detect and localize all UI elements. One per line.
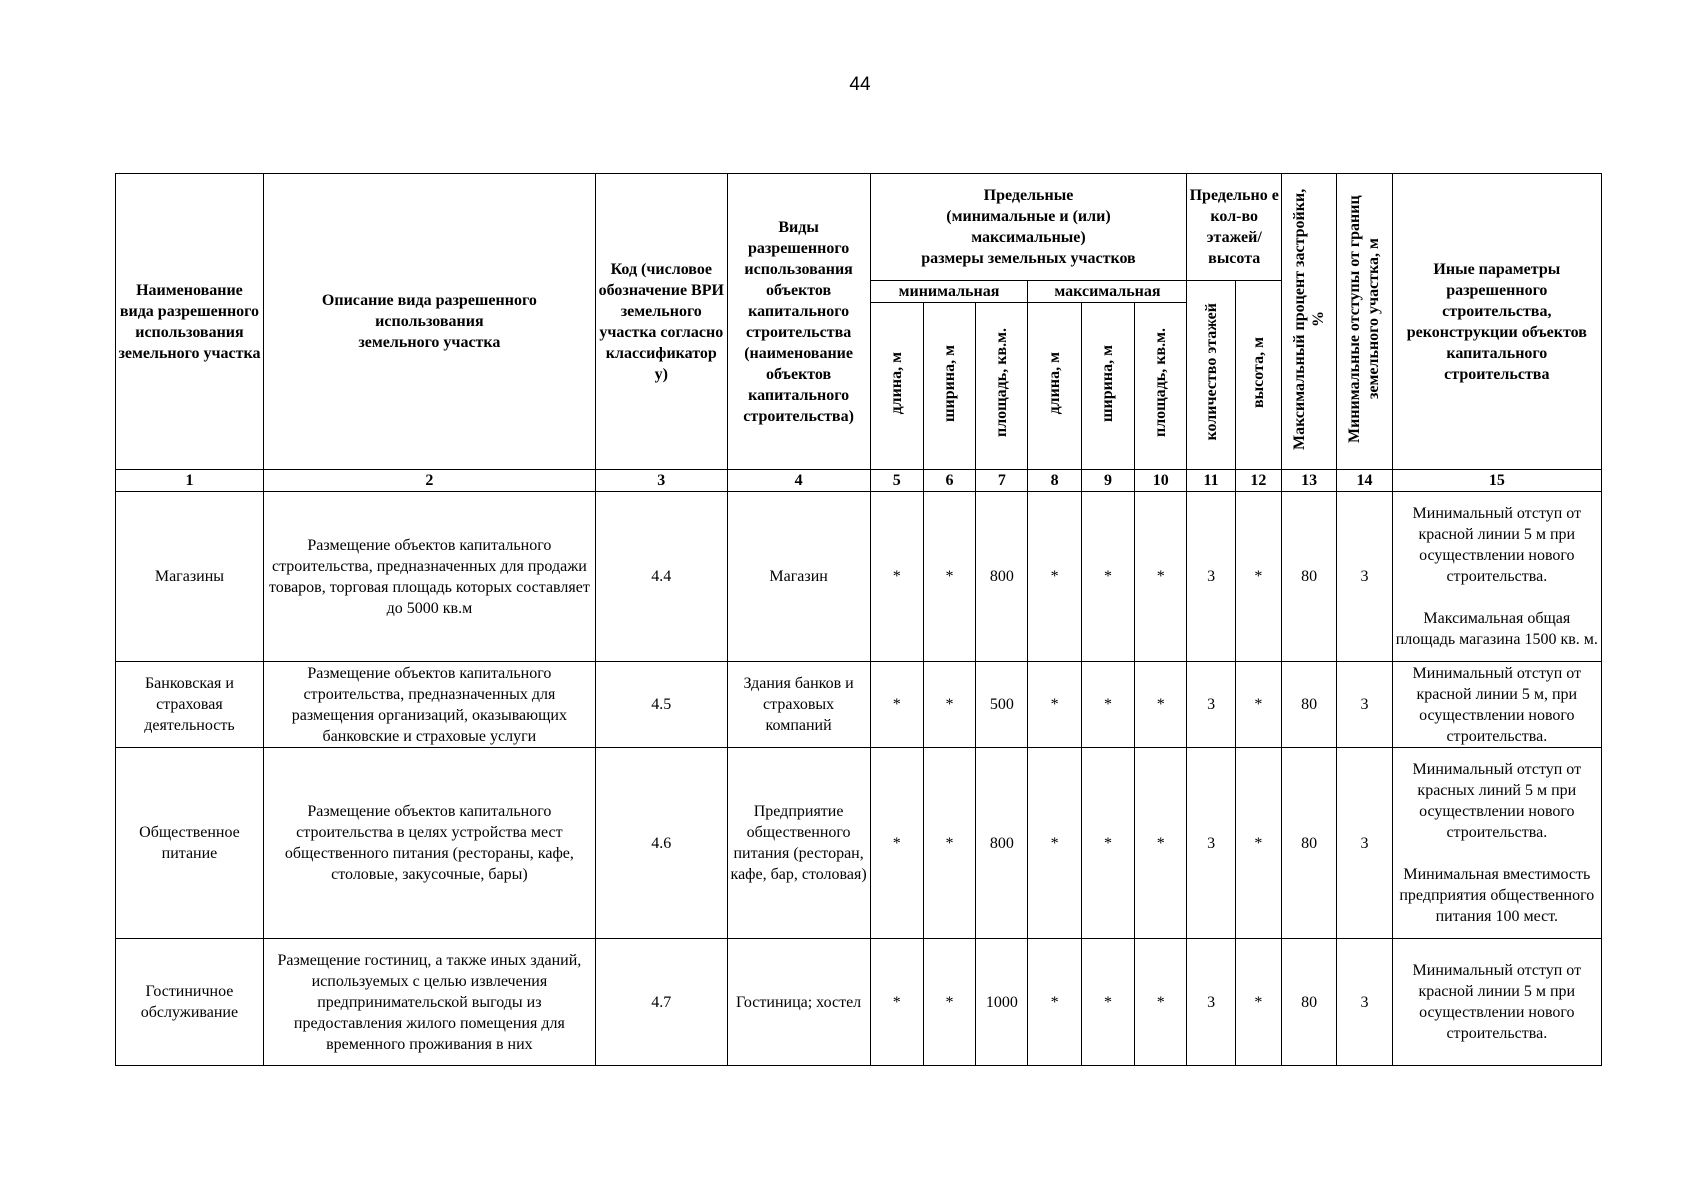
use-code: 4.5 bbox=[595, 662, 727, 748]
use-name: Магазины bbox=[116, 492, 264, 662]
min-setback: 3 bbox=[1337, 492, 1392, 662]
header-max-area: площадь, кв.м. bbox=[1135, 303, 1187, 470]
header-min-area: площадь, кв.м. bbox=[976, 303, 1028, 470]
max-width: * bbox=[1081, 748, 1134, 939]
max-length: * bbox=[1028, 662, 1081, 748]
floors: 3 bbox=[1187, 748, 1235, 939]
header-plot-sizes: Предельные (минимальные и (или) максимальные) размеры земельных участков bbox=[870, 174, 1187, 281]
min-width: * bbox=[923, 939, 975, 1066]
other-params: Минимальный отступ от красной линии 5 м при осуществлении нового строительства. Максимальная общая площадь магазина 1500 кв. м. bbox=[1392, 492, 1601, 662]
height: * bbox=[1235, 662, 1281, 748]
header-max-width: ширина, м bbox=[1081, 303, 1134, 470]
column-number: 10 bbox=[1135, 470, 1187, 492]
table-row bbox=[116, 939, 1602, 1066]
height: * bbox=[1235, 939, 1281, 1066]
min-width: * bbox=[923, 662, 975, 748]
min-length: * bbox=[870, 662, 923, 748]
min-width: * bbox=[923, 492, 975, 662]
height: * bbox=[1235, 492, 1281, 662]
header-max-group: максимальная bbox=[1028, 281, 1187, 303]
column-number: 7 bbox=[976, 470, 1028, 492]
max-percent: 80 bbox=[1281, 939, 1336, 1066]
other-params: Минимальный отступ от красных линий 5 м при осуществлении нового строительства. Минимальная вместимость предприятия общественного питания 100 мест. bbox=[1392, 748, 1601, 939]
min-area: 800 bbox=[976, 748, 1028, 939]
column-number: 11 bbox=[1187, 470, 1235, 492]
header-object-types: Виды разрешенного использования объектов капитального строительства (наименование объектов капитального строительства) bbox=[727, 174, 870, 470]
header-min-group: минимальная bbox=[870, 281, 1028, 303]
min-length: * bbox=[870, 748, 923, 939]
use-code: 4.4 bbox=[595, 492, 727, 662]
max-length: * bbox=[1028, 748, 1081, 939]
max-percent: 80 bbox=[1281, 492, 1336, 662]
max-width: * bbox=[1081, 939, 1134, 1066]
column-number: 6 bbox=[923, 470, 975, 492]
use-code: 4.7 bbox=[595, 939, 727, 1066]
use-description: Размещение объектов капитального строительства в целях устройства мест общественного питания (рестораны, кафе, столовые, закусочные, бары) bbox=[263, 748, 595, 939]
max-area: * bbox=[1135, 492, 1187, 662]
max-length: * bbox=[1028, 939, 1081, 1066]
column-number: 9 bbox=[1081, 470, 1134, 492]
table-row bbox=[116, 662, 1602, 748]
min-length: * bbox=[870, 492, 923, 662]
min-width: * bbox=[923, 748, 975, 939]
page-number: 44 bbox=[849, 74, 871, 95]
height: * bbox=[1235, 748, 1281, 939]
header-height: высота, м bbox=[1235, 281, 1281, 470]
min-setback: 3 bbox=[1337, 939, 1392, 1066]
floors: 3 bbox=[1187, 939, 1235, 1066]
object-types: Предприятие общественного питания (ресторан, кафе, бар, столовая) bbox=[727, 748, 870, 939]
use-name: Банковская и страховая деятельность bbox=[116, 662, 264, 748]
column-number: 2 bbox=[263, 470, 595, 492]
object-types: Здания банков и страховых компаний bbox=[727, 662, 870, 748]
use-description: Размещение гостиниц, а также иных зданий, используемых с целью извлечения предпринимательской выгоды из предоставления жилого помещения для временного проживания в них bbox=[263, 939, 595, 1066]
use-code: 4.6 bbox=[595, 748, 727, 939]
max-width: * bbox=[1081, 662, 1134, 748]
max-area: * bbox=[1135, 748, 1187, 939]
header-max-length: длина, м bbox=[1028, 303, 1081, 470]
object-types: Магазин bbox=[727, 492, 870, 662]
column-number: 13 bbox=[1281, 470, 1336, 492]
other-params: Минимальный отступ от красной линии 5 м при осуществлении нового строительства. bbox=[1392, 939, 1601, 1066]
header-min-length: длина, м bbox=[870, 303, 923, 470]
other-params: Минимальный отступ от красной линии 5 м, при осуществлении нового строительства. bbox=[1392, 662, 1601, 748]
max-length: * bbox=[1028, 492, 1081, 662]
max-area: * bbox=[1135, 662, 1187, 748]
object-types: Гостиница; хостел bbox=[727, 939, 870, 1066]
header-min-width: ширина, м bbox=[923, 303, 975, 470]
min-area: 500 bbox=[976, 662, 1028, 748]
column-number: 5 bbox=[870, 470, 923, 492]
use-description: Размещение объектов капитального строительства, предназначенных для размещения организаций, оказывающих банковские и страховые услуги bbox=[263, 662, 595, 748]
zoning-regulations-table bbox=[115, 173, 1602, 1066]
header-floors: количество этажей bbox=[1187, 281, 1235, 470]
column-number: 14 bbox=[1337, 470, 1392, 492]
min-setback: 3 bbox=[1337, 748, 1392, 939]
column-number: 3 bbox=[595, 470, 727, 492]
header-min-setback: Минимальные отступы от границ земельного участка, м bbox=[1337, 174, 1392, 470]
max-area: * bbox=[1135, 939, 1187, 1066]
min-area: 800 bbox=[976, 492, 1028, 662]
use-name: Гостиничное обслуживание bbox=[116, 939, 264, 1066]
table-row bbox=[116, 492, 1602, 662]
max-width: * bbox=[1081, 492, 1134, 662]
header-floors-height: Предельно е кол-во этажей/ высота bbox=[1187, 174, 1282, 281]
column-number: 8 bbox=[1028, 470, 1081, 492]
column-numbers-row bbox=[116, 470, 1602, 492]
min-length: * bbox=[870, 939, 923, 1066]
max-percent: 80 bbox=[1281, 748, 1336, 939]
header-max-percent: Максимальный процент застройки, % bbox=[1281, 174, 1336, 470]
header-use-code: Код (числовое обозначение ВРИ земельного участка согласно классификатор у) bbox=[595, 174, 727, 470]
min-setback: 3 bbox=[1337, 662, 1392, 748]
column-number: 1 bbox=[116, 470, 264, 492]
header-other-params: Иные параметры разрешенного строительства, реконструкции объектов капитального строительства bbox=[1392, 174, 1601, 470]
column-number: 15 bbox=[1392, 470, 1601, 492]
table-row bbox=[116, 748, 1602, 939]
column-number: 4 bbox=[727, 470, 870, 492]
min-area: 1000 bbox=[976, 939, 1028, 1066]
floors: 3 bbox=[1187, 662, 1235, 748]
floors: 3 bbox=[1187, 492, 1235, 662]
header-use-description: Описание вида разрешенного использования земельного участка bbox=[263, 174, 595, 470]
use-name: Общественное питание bbox=[116, 748, 264, 939]
max-percent: 80 bbox=[1281, 662, 1336, 748]
header-use-name: Наименование вида разрешенного использования земельного участка bbox=[116, 174, 264, 470]
column-number: 12 bbox=[1235, 470, 1281, 492]
use-description: Размещение объектов капитального строительства, предназначенных для продажи товаров, торговая площадь которых составляет до 5000 кв.м bbox=[263, 492, 595, 662]
